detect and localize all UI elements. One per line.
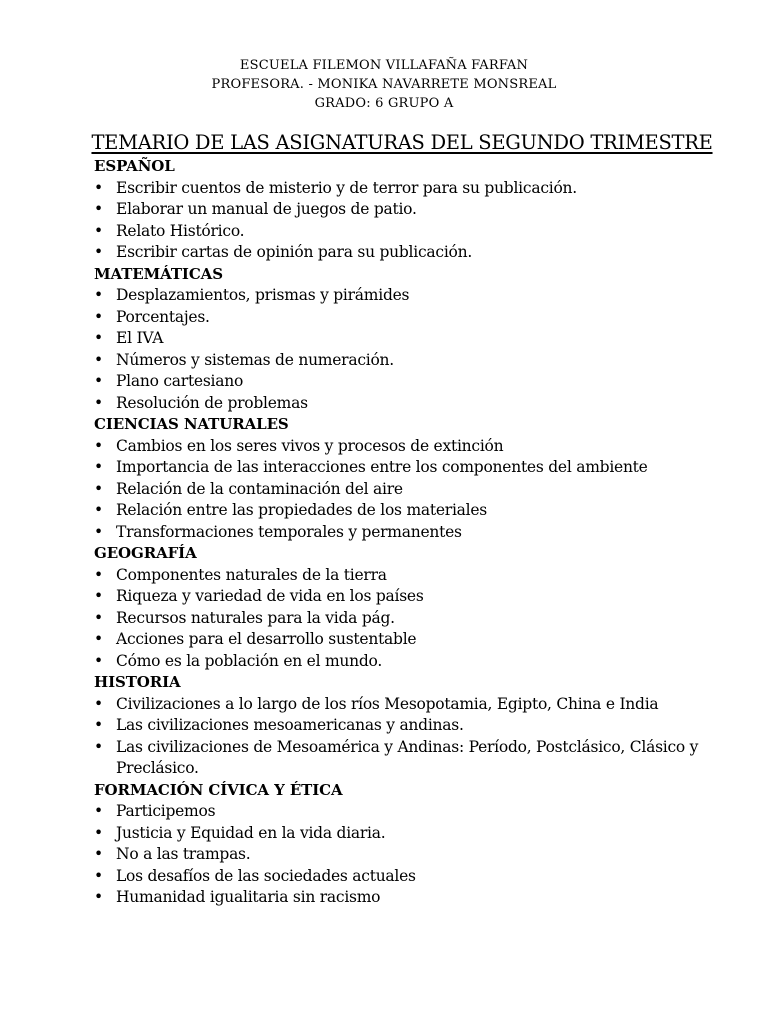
topic-item	[94, 694, 714, 716]
topic-item	[94, 178, 714, 200]
bullet-icon: •	[94, 350, 104, 369]
subject-section	[94, 414, 714, 543]
subject-heading: HISTORIA	[94, 673, 181, 691]
topic-item	[94, 371, 714, 393]
bullet-icon: •	[94, 565, 104, 584]
bullet-icon: •	[94, 178, 104, 197]
subject-heading: ESPAÑOL	[94, 157, 175, 175]
topic-item	[94, 328, 714, 350]
bullet-icon: •	[94, 651, 104, 670]
bullet-icon: •	[94, 436, 104, 455]
topic-item	[94, 350, 714, 372]
topic-item	[94, 651, 714, 673]
bullet-icon: •	[94, 716, 104, 734]
topic-text: Resolución de problemas	[116, 393, 308, 412]
topic-item	[94, 608, 714, 630]
topic-item	[94, 866, 714, 888]
topic-item	[94, 629, 714, 651]
topic-item	[94, 436, 714, 458]
bullet-icon: •	[94, 372, 104, 390]
subject-heading: FORMACIÓN CÍVICA Y ÉTICA	[94, 780, 343, 799]
bullet-icon: •	[94, 458, 104, 476]
topic-text: Las civilizaciones de Mesoamérica y Andinas: Período, Postclásico, Clásico y Preclásico.	[116, 737, 699, 777]
bullet-icon: •	[94, 479, 104, 498]
topic-item	[94, 823, 714, 845]
topic-item	[94, 221, 714, 243]
topic-item	[94, 565, 714, 587]
document-title: TEMARIO DE LAS ASIGNATURAS DEL SEGUNDO TRIMESTRE	[91, 131, 713, 154]
topic-item	[94, 801, 714, 823]
topic-item	[94, 285, 714, 307]
bullet-icon: •	[94, 888, 104, 906]
subject-section	[94, 780, 714, 909]
topic-item	[94, 393, 714, 415]
topic-text: Componentes naturales de la tierra	[116, 565, 387, 584]
bullet-icon: •	[94, 393, 104, 412]
bullet-icon: •	[94, 286, 104, 304]
topic-item	[94, 586, 714, 608]
topic-item	[94, 307, 714, 329]
topic-text: Riqueza y variedad de vida en los países	[116, 587, 424, 605]
bullet-icon: •	[94, 823, 104, 842]
topic-list	[94, 565, 714, 673]
topic-list	[94, 801, 714, 909]
bullet-icon: •	[94, 630, 104, 648]
topic-text: Humanidad igualitaria sin racismo	[116, 888, 381, 906]
grade-group: GRADO: 6 GRUPO A	[314, 96, 454, 111]
topic-text: Participemos	[116, 802, 216, 820]
subject-section	[94, 543, 714, 672]
document-header	[0, 56, 768, 113]
bullet-icon: •	[94, 243, 104, 261]
topic-item	[94, 457, 714, 479]
topic-text: No a las trampas.	[116, 845, 251, 863]
bullet-icon: •	[94, 802, 104, 820]
topic-text: Cómo es la población en el mundo.	[116, 651, 383, 670]
topic-text: Civilizaciones a lo largo de los ríos Mesopotamia, Egipto, China e India	[116, 694, 659, 713]
topic-text: Los desafíos de las sociedades actuales	[116, 866, 416, 885]
bullet-icon: •	[94, 587, 104, 605]
topic-item	[94, 887, 714, 909]
bullet-icon: •	[94, 608, 104, 627]
topic-list	[94, 694, 714, 780]
topic-item	[94, 199, 714, 221]
subject-section	[94, 672, 714, 780]
topic-text: Justicia y Equidad en la vida diaria.	[116, 823, 386, 842]
topic-item	[94, 715, 714, 737]
bullet-icon: •	[94, 737, 104, 756]
subject-section	[94, 264, 714, 415]
topic-text: Escribir cuentos de misterio y de terror para su publicación.	[116, 178, 577, 197]
topic-text: Importancia de las interacciones entre los componentes del ambiente	[116, 458, 648, 476]
topic-text: Porcentajes.	[116, 307, 210, 326]
topic-list	[94, 178, 714, 264]
topic-item	[94, 522, 714, 544]
teacher-name: PROFESORA. - MONIKA NAVARRETE MONSREAL	[211, 77, 557, 92]
subject-heading: MATEMÁTICAS	[94, 264, 223, 283]
topic-text: Recursos naturales para la vida pág.	[116, 608, 395, 627]
syllabus-content	[94, 156, 714, 909]
bullet-icon: •	[94, 200, 104, 218]
topic-text: Desplazamientos, prismas y pirámides	[116, 286, 410, 304]
bullet-icon: •	[94, 522, 104, 541]
topic-text: Relación entre las propiedades de los materiales	[116, 501, 487, 519]
topic-text: Elaborar un manual de juegos de patio.	[116, 200, 417, 218]
bullet-icon: •	[94, 307, 104, 326]
topic-text: Relato Histórico.	[116, 221, 245, 240]
subject-section	[94, 156, 714, 264]
topic-text: Plano cartesiano	[116, 372, 244, 390]
topic-item	[94, 479, 714, 501]
bullet-icon: •	[94, 845, 104, 863]
topic-item	[94, 737, 714, 780]
bullet-icon: •	[94, 501, 104, 519]
bullet-icon: •	[94, 694, 104, 713]
bullet-icon: •	[94, 866, 104, 885]
bullet-icon: •	[94, 329, 104, 347]
subject-heading: CIENCIAS NATURALES	[94, 415, 289, 433]
topic-text: Números y sistemas de numeración.	[116, 350, 394, 369]
topic-item	[94, 500, 714, 522]
bullet-icon: •	[94, 221, 104, 240]
topic-text: Las civilizaciones mesoamericanas y andinas.	[116, 716, 464, 734]
topic-item	[94, 242, 714, 264]
topic-text: Relación de la contaminación del aire	[116, 479, 403, 498]
topic-text: El IVA	[116, 329, 164, 347]
topic-list	[94, 285, 714, 414]
topic-item	[94, 844, 714, 866]
topic-text: Escribir cartas de opinión para su publicación.	[116, 243, 473, 261]
subject-heading: GEOGRAFÍA	[94, 544, 197, 562]
topic-text: Cambios en los seres vivos y procesos de extinción	[116, 436, 504, 455]
topic-list	[94, 436, 714, 544]
school-name: ESCUELA FILEMON VILLAFAÑA FARFAN	[239, 58, 529, 73]
topic-text: Acciones para el desarrollo sustentable	[116, 630, 417, 648]
topic-text: Transformaciones temporales y permanentes	[116, 522, 462, 541]
